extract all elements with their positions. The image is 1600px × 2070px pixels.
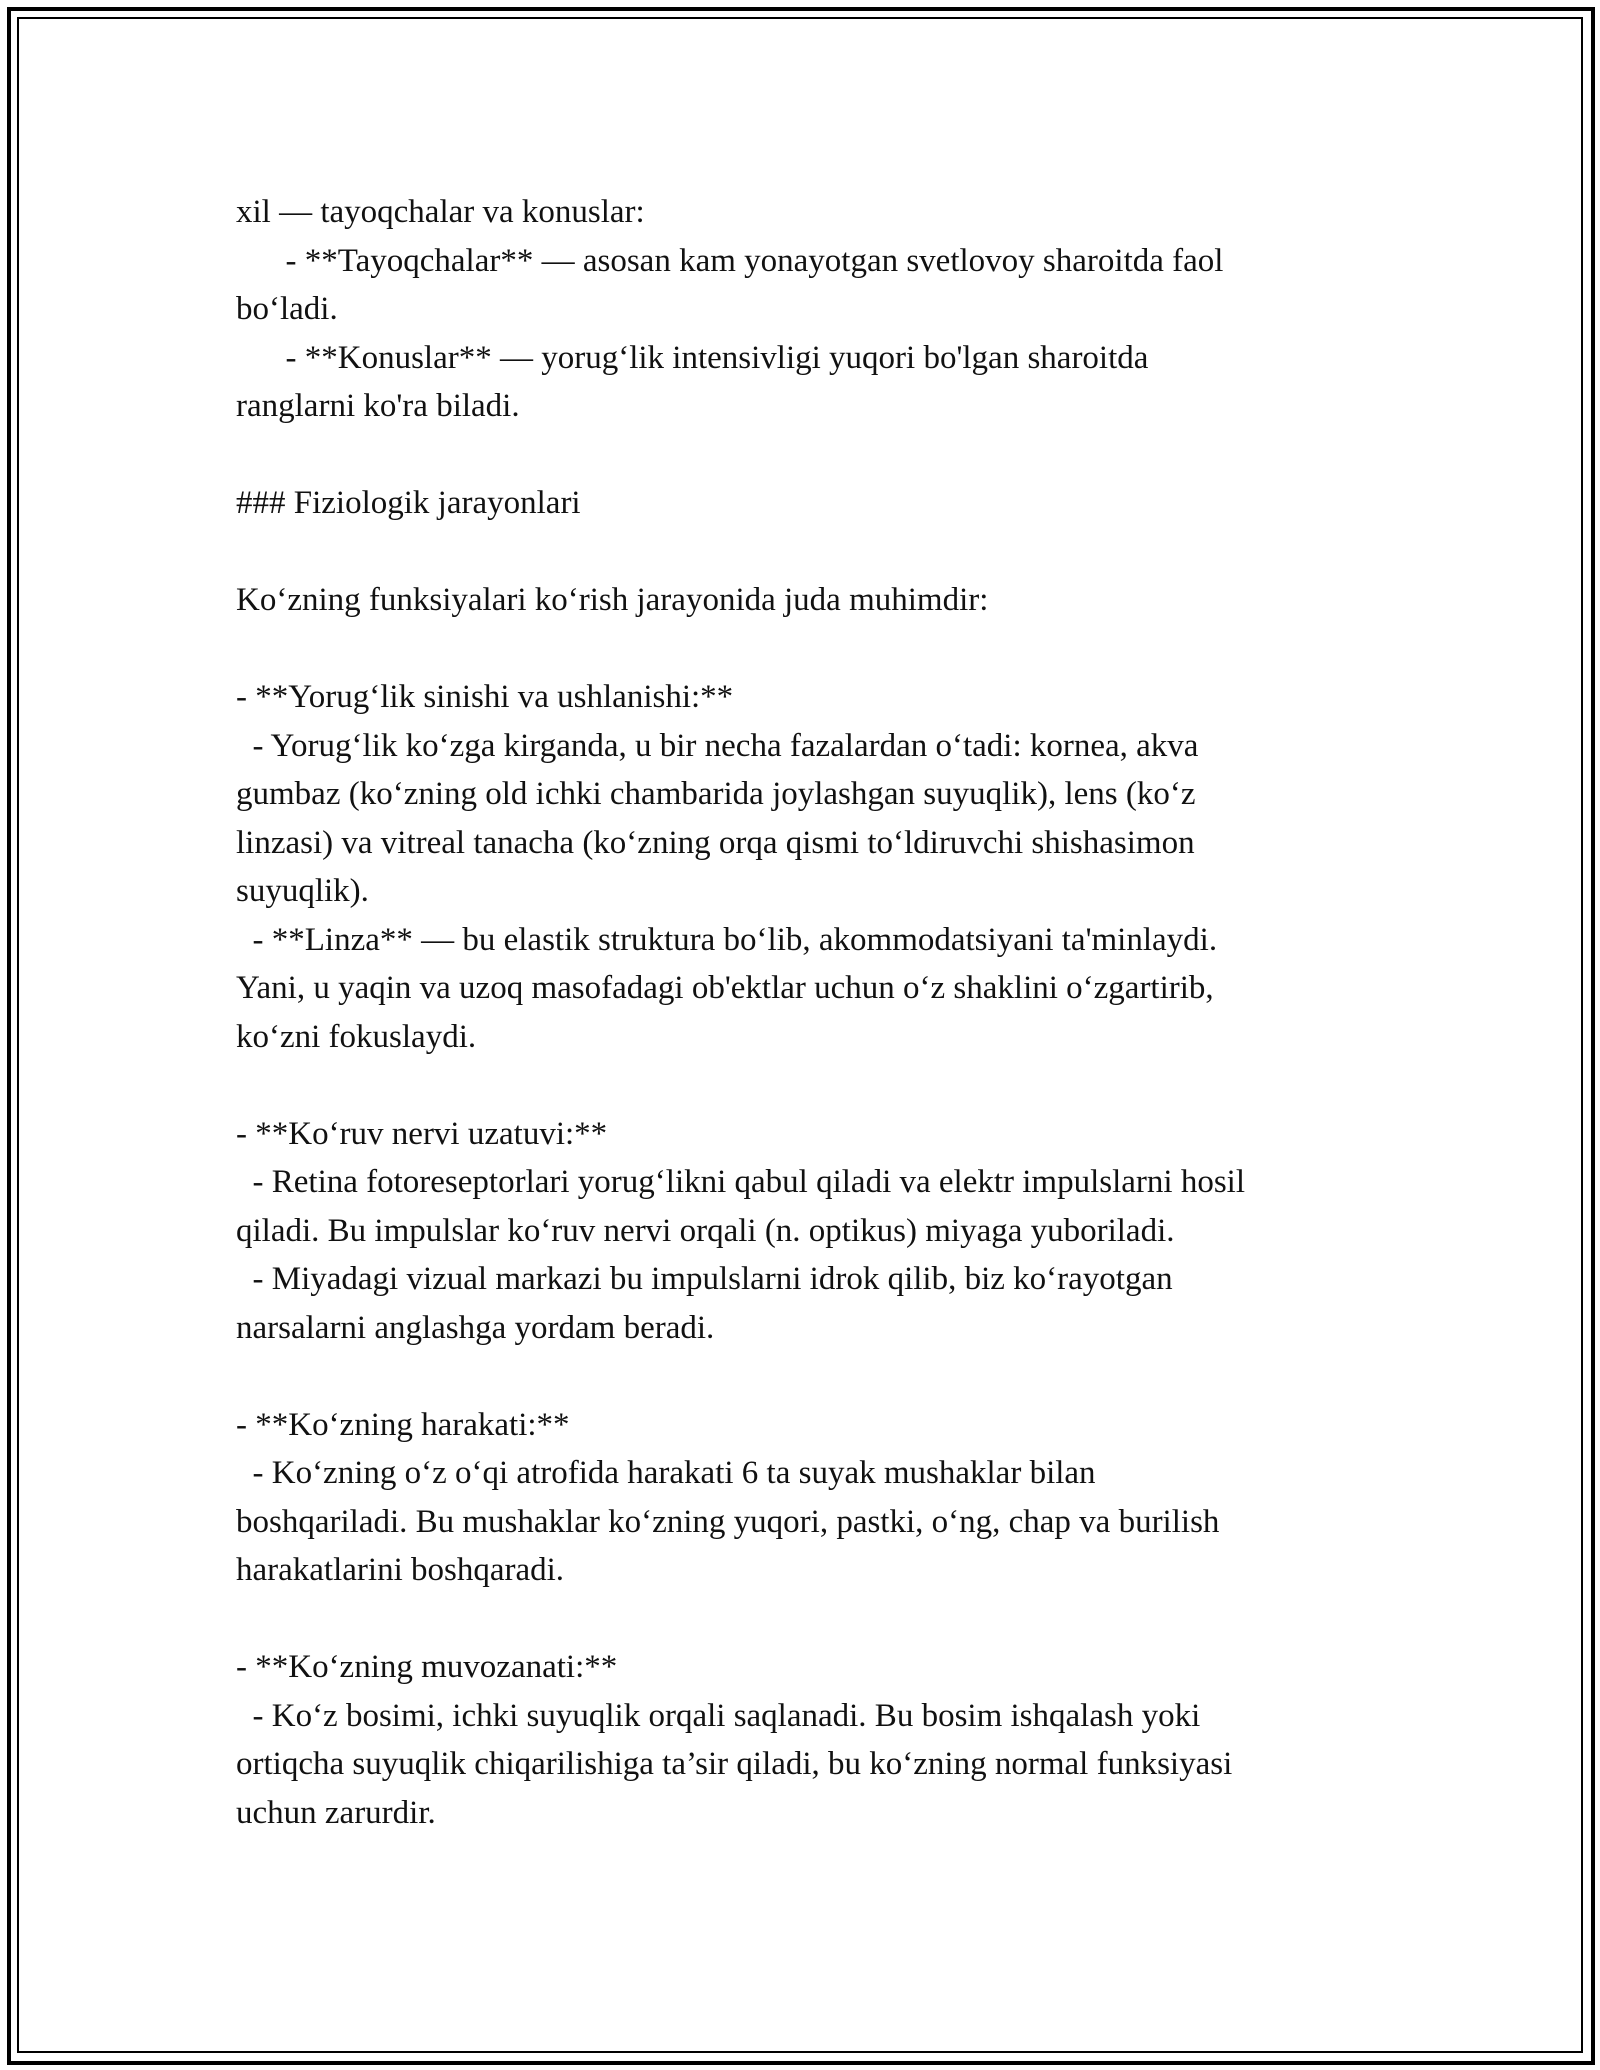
- text-line: harakatlarini boshqaradi.: [236, 1552, 565, 1588]
- blank-line: [236, 528, 1366, 577]
- text-line: - **Ko‘zning harakati:**: [236, 1406, 570, 1443]
- text-line: - Miyadagi vizual markazi bu impulslarni idrok qilib, biz ko‘rayotgan: [236, 1261, 1173, 1297]
- text-line: - **Ko‘ruv nervi uzatuvi:**: [236, 1115, 608, 1152]
- text-line: - Yorug‘lik ko‘zga kirganda, u bir necha fazalardan o‘tadi: kornea, akva: [236, 727, 1199, 764]
- text-line: ko‘zni fokuslaydi.: [236, 1018, 477, 1055]
- text-line: xil — tayoqchalar va konuslar:: [236, 194, 645, 230]
- blank-line: [236, 625, 1366, 674]
- text-line: ranglarni ko'ra biladi.: [236, 388, 520, 424]
- text-line: suyuqlik).: [236, 873, 369, 909]
- text-line: ortiqcha suyuqlik chiqarilishiga ta’sir qiladi, bu ko‘zning normal funksiyasi: [236, 1746, 1233, 1782]
- document-body: [236, 188, 1366, 1837]
- text-line: - Retina fotoreseptorlari yorug‘likni qabul qiladi va elektr impulslarni hosil: [236, 1164, 1246, 1200]
- text-line: - **Linza** — bu elastik struktura bo‘lib, akommodatsiyani ta'minlaydi.: [236, 921, 1218, 958]
- text-line: Yani, u yaqin va uzoq masofadagi ob'ektlar uchun o‘z shaklini o‘zgartirib,: [236, 970, 1214, 1006]
- text-line: - **Konuslar** — yorug‘lik intensivligi yuqori bo'lgan sharoitda: [236, 339, 1149, 376]
- text-line: bo‘ladi.: [236, 291, 338, 327]
- text-line: Ko‘zning funksiyalari ko‘rish jarayonida juda muhimdir:: [236, 582, 989, 618]
- blank-line: [236, 431, 1366, 480]
- text-line: linzasi) va vitreal tanacha (ko‘zning orqa qismi to‘ldiruvchi shishasimon: [236, 824, 1195, 861]
- text-line: - **Ko‘zning muvozanati:**: [236, 1649, 618, 1685]
- text-line: gumbaz (ko‘zning old ichki chambarida joylashgan suyuqlik), lens (ko‘z: [236, 776, 1196, 812]
- blank-line: [236, 1595, 1366, 1644]
- text-line: narsalarni anglashga yordam beradi.: [236, 1309, 715, 1346]
- text-line: - Ko‘zning o‘z o‘qi atrofida harakati 6 ta suyak mushaklar bilan: [236, 1455, 1096, 1491]
- blank-line: [236, 1352, 1366, 1401]
- text-line: - Ko‘z bosimi, ichki suyuqlik orqali saqlanadi. Bu bosim ishqalash yoki: [236, 1697, 1201, 1734]
- text-line: boshqariladi. Bu mushaklar ko‘zning yuqori, pastki, o‘ng, chap va burilish: [236, 1503, 1220, 1540]
- text-line: ### Fiziologik jarayonlari: [236, 485, 581, 521]
- text-line: qiladi. Bu impulslar ko‘ruv nervi orqali (n. optikus) miyaga yuboriladi.: [236, 1212, 1175, 1249]
- text-line: - **Tayoqchalar** — asosan kam yonayotgan svetlovoy sharoitda faol: [236, 242, 1224, 279]
- blank-line: [236, 1061, 1366, 1110]
- text-line: - **Yorug‘lik sinishi va ushlanishi:**: [236, 679, 734, 715]
- text-line: uchun zarurdir.: [236, 1794, 436, 1831]
